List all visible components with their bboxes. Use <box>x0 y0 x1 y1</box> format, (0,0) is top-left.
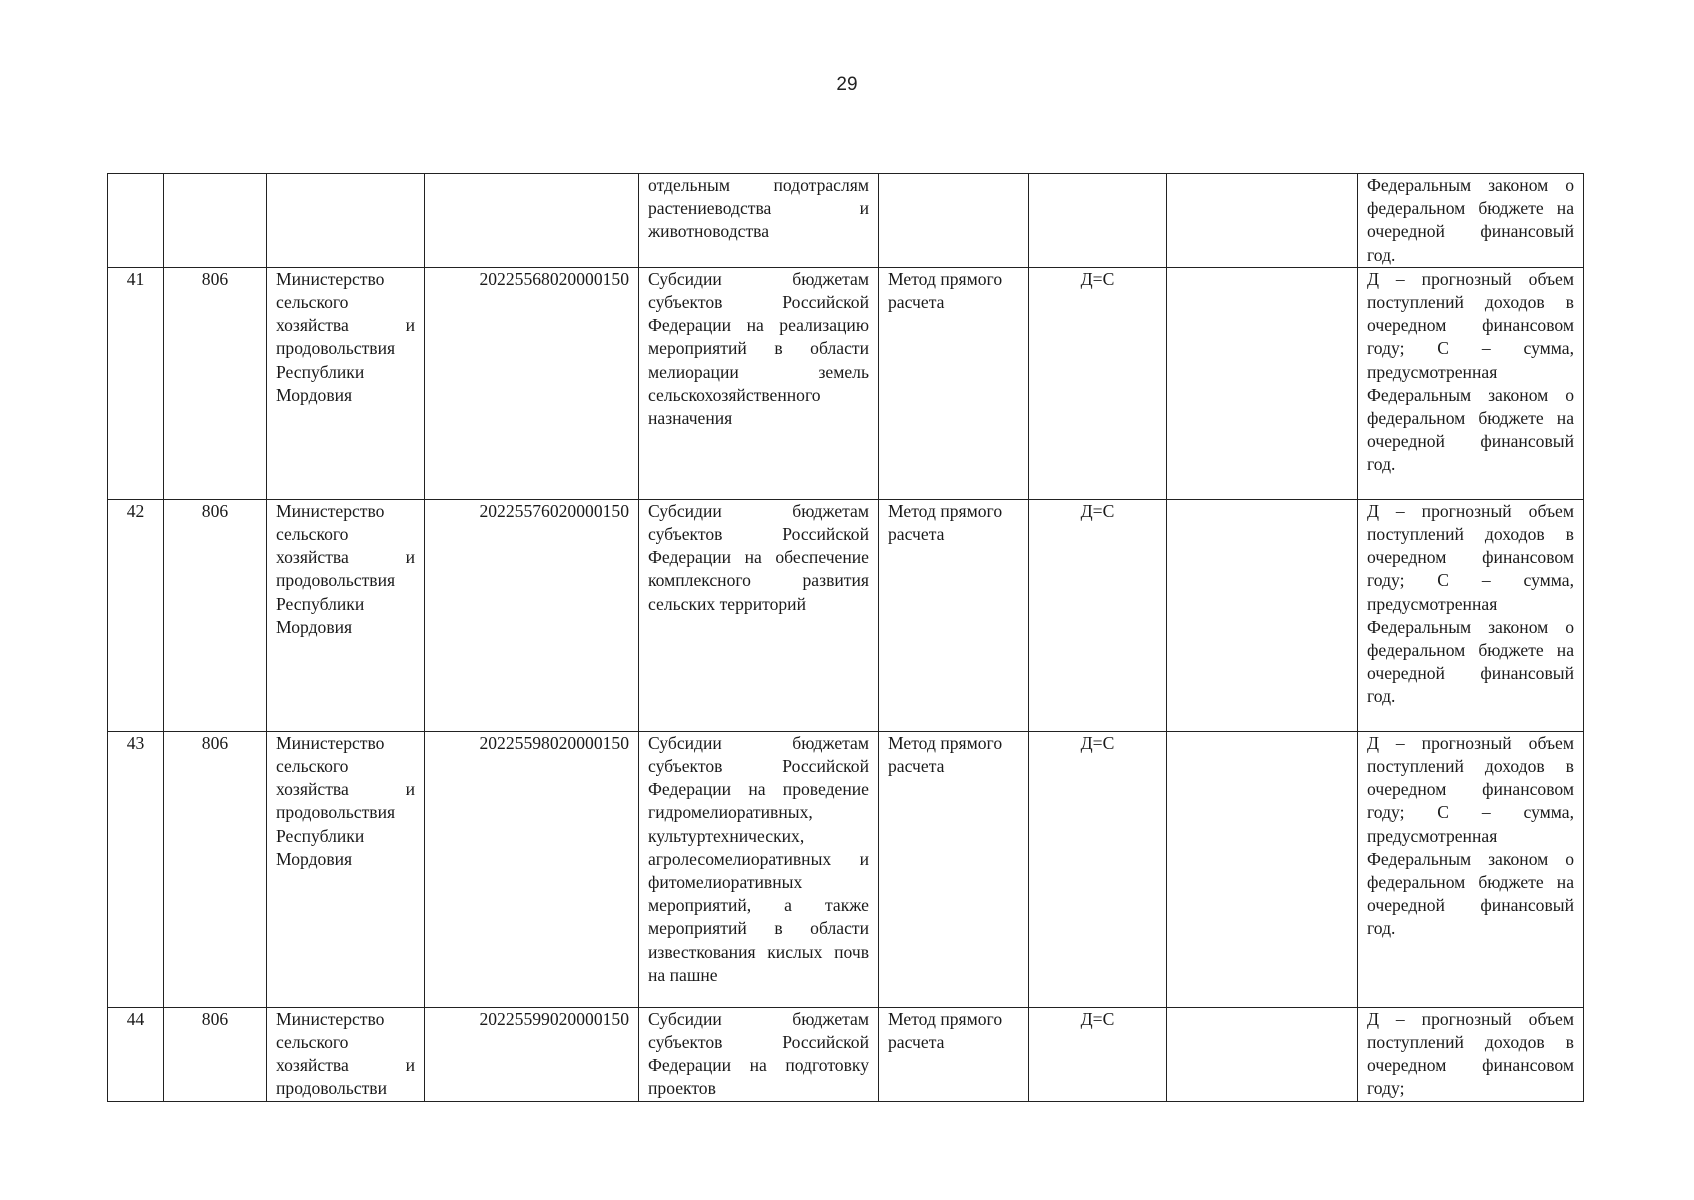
cell-code: 806 <box>164 499 267 731</box>
cell-extra <box>1167 1007 1358 1101</box>
cell-note: Д – прогнозный объем поступлений доходов в очередном финансовом году; С – сумма, предусмотренная Федеральным законом о федеральном бюджете на очередной финансовый год. <box>1358 267 1584 499</box>
cell-num: 43 <box>108 731 164 1007</box>
cell-description: отдельным подотраслям растениеводства и животноводства <box>639 174 879 268</box>
table-row-continuation <box>108 174 1584 268</box>
cell-description: Субсидии бюджетам субъектов Российской Федерации на обеспечение комплексного развития сельских территорий <box>639 499 879 731</box>
cell-description: Субсидии бюджетам субъектов Российской Федерации на реализацию мероприятий в области мелиорации земель сельскохозяйственного назначения <box>639 267 879 499</box>
cell-extra <box>1167 174 1358 268</box>
cell-administrator: Министерство сельского хозяйства и продовольствия Республики Мордовия <box>267 267 425 499</box>
table-row <box>108 267 1584 499</box>
cell-extra <box>1167 499 1358 731</box>
cell-kbk: 20225598020000150 <box>425 731 639 1007</box>
cell-note: Федеральным законом о федеральном бюджете на очередной финансовый год. <box>1358 174 1584 268</box>
cell-note: Д – прогнозный объем поступлений доходов в очередном финансовом году; С – сумма, предусмотренная Федеральным законом о федеральном бюджете на очередной финансовый год. <box>1358 731 1584 1007</box>
cell-administrator: Министерство сельского хозяйства и продовольствия Республики Мордовия <box>267 499 425 731</box>
cell-method: Метод прямого расчета <box>879 267 1029 499</box>
cell-method: Метод прямого расчета <box>879 731 1029 1007</box>
income-forecast-table <box>107 173 1584 1102</box>
cell-description: Субсидии бюджетам субъектов Российской Федерации на проведение гидромелиоративных, культуртехнических, агролесомелиоративных и фитомелиоративных мероприятий, а также мероприятий в области известкования кислых почв на пашне <box>639 731 879 1007</box>
cell-kbk: 20225568020000150 <box>425 267 639 499</box>
cell-formula: Д=С <box>1029 1007 1167 1101</box>
cell-code: 806 <box>164 267 267 499</box>
cell-extra <box>1167 731 1358 1007</box>
cell-num: 44 <box>108 1007 164 1101</box>
cell-method: Метод прямого расчета <box>879 1007 1029 1101</box>
cell-extra <box>1167 267 1358 499</box>
page-number: 29 <box>836 74 858 95</box>
cell-note: Д – прогнозный объем поступлений доходов в очередном финансовом году; С – сумма, предусмотренная Федеральным законом о федеральном бюджете на очередной финансовый год. <box>1358 499 1584 731</box>
cell-method: Метод прямого расчета <box>879 499 1029 731</box>
cell-administrator: Министерство сельского хозяйства и продовольствия Республики Мордовия <box>267 731 425 1007</box>
cell-formula: Д=С <box>1029 267 1167 499</box>
cell-num <box>108 174 164 268</box>
cell-code <box>164 174 267 268</box>
cell-method <box>879 174 1029 268</box>
cell-formula: Д=С <box>1029 731 1167 1007</box>
cell-kbk <box>425 174 639 268</box>
cell-kbk: 20225576020000150 <box>425 499 639 731</box>
cell-note: Д – прогнозный объем поступлений доходов в очередном финансовом году; <box>1358 1007 1584 1101</box>
cell-num: 42 <box>108 499 164 731</box>
cell-description: Субсидии бюджетам субъектов Российской Федерации на подготовку проектов <box>639 1007 879 1101</box>
cell-formula <box>1029 174 1167 268</box>
table-row <box>108 731 1584 1007</box>
cell-code: 806 <box>164 1007 267 1101</box>
cell-administrator: Министерство сельского хозяйства и продовольстви <box>267 1007 425 1101</box>
cell-administrator <box>267 174 425 268</box>
cell-kbk: 20225599020000150 <box>425 1007 639 1101</box>
table-row <box>108 1007 1584 1101</box>
cell-num: 41 <box>108 267 164 499</box>
cell-formula: Д=С <box>1029 499 1167 731</box>
cell-code: 806 <box>164 731 267 1007</box>
table-row <box>108 499 1584 731</box>
